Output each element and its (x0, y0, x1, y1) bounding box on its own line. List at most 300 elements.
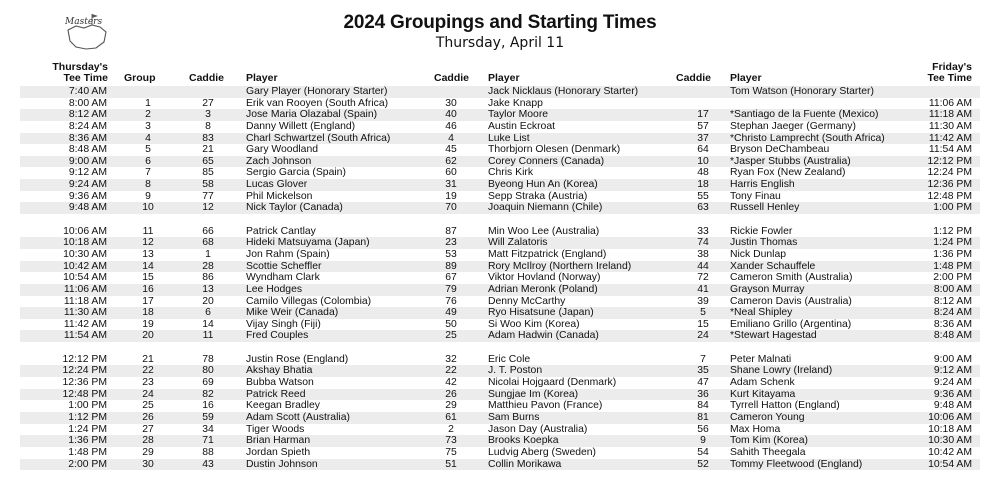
player-2: Luke List (488, 132, 530, 144)
spacer-row (20, 342, 980, 354)
player-1: Lucas Glover (246, 179, 308, 191)
caddie-2: 25 (445, 330, 457, 342)
table-row (20, 144, 980, 156)
player-2: Min Woo Lee (Australia) (488, 225, 600, 237)
header-group: Group (124, 72, 156, 84)
caddie-2: 60 (445, 167, 457, 179)
player-3: *Neal Shipley (730, 307, 793, 319)
caddie-3: 36 (697, 388, 709, 400)
player-2: Chris Kirk (488, 167, 534, 179)
header-friday-line2: Tee Time (927, 72, 972, 84)
caddie-3: 35 (697, 365, 709, 377)
thursday-tee-time: 8:48 AM (68, 144, 107, 156)
group-number: 16 (142, 283, 154, 295)
table-row (20, 191, 980, 203)
table-row (20, 121, 980, 133)
player-2: Matt Fitzpatrick (England) (488, 248, 607, 260)
player-2: Matthieu Pavon (France) (488, 400, 603, 412)
table-row (20, 365, 980, 377)
group-number: 3 (145, 120, 151, 132)
caddie-1: 88 (202, 446, 214, 458)
player-2: Ryo Hisatsune (Japan) (488, 307, 594, 319)
caddie-1: 11 (202, 330, 214, 342)
caddie-1: 65 (202, 155, 214, 167)
groupings-table (20, 86, 980, 470)
table-row (20, 447, 980, 459)
header-thursday-tee-time (52, 62, 108, 84)
table-row (20, 319, 980, 331)
table-row (20, 202, 980, 214)
player-1: Scottie Scheffler (246, 260, 322, 272)
caddie-3: 48 (697, 167, 709, 179)
player-2: Adam Hadwin (Canada) (488, 330, 599, 342)
header-player-2: Player (488, 72, 520, 84)
friday-tee-time: 2:00 PM (933, 272, 972, 284)
friday-tee-time: 9:36 AM (933, 388, 972, 400)
friday-tee-time: 11:54 AM (928, 144, 972, 156)
player-3: Tom Kim (Korea) (730, 435, 808, 447)
caddie-1: 27 (202, 97, 214, 109)
group-number: 8 (145, 179, 151, 191)
table-row (20, 412, 980, 424)
header-player-3: Player (730, 72, 762, 84)
caddie-2: 30 (445, 97, 457, 109)
caddie-3: 17 (697, 109, 709, 121)
player-2: Jake Knapp (488, 97, 543, 109)
group-number: 15 (142, 272, 154, 284)
table-row (20, 261, 980, 273)
caddie-2: 32 (445, 353, 457, 365)
caddie-1: 85 (202, 167, 214, 179)
caddie-3: 5 (700, 307, 706, 319)
table-row (20, 400, 980, 412)
group-number: 9 (145, 190, 151, 202)
caddie-2: 45 (445, 144, 457, 156)
player-2: Byeong Hun An (Korea) (488, 179, 598, 191)
player-2: Joaquin Niemann (Chile) (488, 202, 603, 214)
caddie-2: 51 (445, 458, 457, 470)
caddie-2: 42 (445, 377, 457, 389)
thursday-tee-time: 10:54 AM (63, 272, 107, 284)
player-1: Patrick Reed (246, 388, 306, 400)
player-3: Tommy Fleetwood (England) (730, 458, 863, 470)
caddie-2: 79 (445, 283, 457, 295)
player-1: Phil Mickelson (246, 190, 313, 202)
group-number: 25 (142, 400, 154, 412)
group-number: 2 (145, 109, 151, 121)
table-row (20, 226, 980, 238)
group-number: 5 (145, 144, 151, 156)
thursday-tee-time: 9:36 AM (68, 190, 107, 202)
player-1: Jordan Spieth (246, 446, 311, 458)
thursday-tee-time: 9:12 AM (68, 167, 107, 179)
caddie-3: 72 (697, 272, 709, 284)
caddie-2: 31 (445, 179, 457, 191)
header-thursday-line1: Thursday's (52, 61, 108, 73)
caddie-2: 87 (445, 225, 457, 237)
header-caddie-3: Caddie (676, 72, 712, 84)
caddie-2: 26 (445, 388, 457, 400)
table-row (20, 272, 980, 284)
player-2: Viktor Hovland (Norway) (488, 272, 601, 284)
group-number: 12 (142, 237, 154, 249)
player-3: Russell Henley (730, 202, 800, 214)
caddie-3: 57 (697, 120, 709, 132)
group-number: 29 (142, 446, 154, 458)
thursday-tee-time: 8:00 AM (68, 97, 107, 109)
player-1: Zach Johnson (246, 155, 312, 167)
group-number: 19 (142, 318, 154, 330)
player-3: Kurt Kitayama (730, 388, 796, 400)
caddie-2: 76 (445, 295, 457, 307)
friday-tee-time: 10:42 AM (928, 446, 972, 458)
player-3: Stephan Jaeger (Germany) (730, 120, 856, 132)
caddie-1: 16 (202, 400, 214, 412)
caddie-2: 62 (445, 155, 457, 167)
player-2: Rory McIlroy (Northern Ireland) (488, 260, 632, 272)
player-2: J. T. Poston (488, 365, 543, 377)
player-3: Ryan Fox (New Zealand) (730, 167, 846, 179)
thursday-tee-time: 11:30 AM (63, 307, 107, 319)
player-3: Xander Schauffele (730, 260, 816, 272)
player-3: Peter Malnati (730, 353, 792, 365)
group-number: 13 (142, 248, 154, 260)
player-1: Gary Woodland (246, 144, 319, 156)
player-3: *Stewart Hagestad (730, 330, 817, 342)
table-row (20, 307, 980, 319)
player-1: Erik van Rooyen (South Africa) (246, 97, 389, 109)
player-2: Eric Cole (488, 353, 531, 365)
group-number: 23 (142, 377, 154, 389)
caddie-3: 38 (697, 248, 709, 260)
player-3: *Jasper Stubbs (Australia) (730, 155, 851, 167)
caddie-3: 56 (697, 423, 709, 435)
player-3: Max Homa (730, 423, 781, 435)
player-1: Bubba Watson (246, 377, 314, 389)
caddie-1: 68 (202, 237, 214, 249)
thursday-tee-time: 12:24 PM (62, 365, 107, 377)
table-row (20, 389, 980, 401)
caddie-1: 78 (202, 353, 214, 365)
table-row (20, 459, 980, 471)
friday-tee-time: 8:00 AM (933, 283, 972, 295)
player-3: Harris English (730, 179, 795, 191)
header-player-1: Player (246, 72, 278, 84)
caddie-3: 10 (697, 155, 709, 167)
caddie-2: 61 (445, 411, 457, 423)
page-title: 2024 Groupings and Starting Times (343, 12, 657, 33)
player-1: Vijay Singh (Fiji) (246, 318, 321, 330)
player-1: Justin Rose (England) (246, 353, 349, 365)
player-2: Sepp Straka (Austria) (488, 190, 588, 202)
caddie-2: 29 (445, 400, 457, 412)
spacer-row (20, 214, 980, 226)
player-1: Camilo Villegas (Colombia) (246, 295, 372, 307)
table-row (20, 354, 980, 366)
thursday-tee-time: 11:18 AM (63, 295, 107, 307)
friday-tee-time: 1:12 PM (933, 225, 972, 237)
friday-tee-time: 8:24 AM (933, 307, 972, 319)
group-number: 24 (142, 388, 154, 400)
player-3: Grayson Murray (730, 283, 805, 295)
table-row (20, 179, 980, 191)
page-subtitle: Thursday, April 11 (435, 35, 565, 51)
player-1: Jon Rahm (Spain) (246, 248, 330, 260)
thursday-tee-time: 1:36 PM (68, 435, 107, 447)
player-3: Adam Schenk (730, 377, 795, 389)
caddie-2: 73 (445, 435, 457, 447)
caddie-1: 12 (202, 202, 214, 214)
player-2: Taylor Moore (488, 109, 549, 121)
caddie-1: 43 (202, 458, 214, 470)
friday-tee-time: 11:42 AM (928, 132, 972, 144)
player-3: Tom Watson (Honorary Starter) (730, 86, 874, 97)
group-number: 17 (142, 295, 154, 307)
table-row (20, 167, 980, 179)
caddie-3: 39 (697, 295, 709, 307)
thursday-tee-time: 10:42 AM (63, 260, 107, 272)
player-1: Charl Schwartzel (South Africa) (246, 132, 391, 144)
friday-tee-time: 11:30 AM (928, 120, 972, 132)
player-3: Rickie Fowler (730, 225, 793, 237)
caddie-2: 40 (445, 109, 457, 121)
caddie-3: 64 (697, 144, 709, 156)
caddie-3: 18 (697, 179, 709, 191)
header-caddie-1: Caddie (189, 72, 225, 84)
caddie-3: 9 (700, 435, 706, 447)
group-number: 10 (142, 202, 154, 214)
header-friday-tee-time (927, 62, 972, 84)
group-number: 11 (142, 225, 154, 237)
friday-tee-time: 8:48 AM (933, 330, 972, 342)
player-2: Brooks Koepka (488, 435, 559, 447)
logo-text: Masters (65, 17, 103, 27)
caddie-3: 55 (697, 190, 709, 202)
caddie-3: 63 (697, 202, 709, 214)
caddie-1: 83 (202, 132, 214, 144)
group-number: 6 (145, 155, 151, 167)
player-1: Keegan Bradley (246, 400, 320, 412)
player-1: Adam Scott (Australia) (246, 411, 350, 423)
caddie-1: 6 (205, 307, 211, 319)
caddie-2: 19 (445, 190, 457, 202)
player-2: Denny McCarthy (488, 295, 566, 307)
player-1: Tiger Woods (246, 423, 305, 435)
thursday-tee-time: 2:00 PM (68, 458, 107, 470)
caddie-3: 74 (697, 237, 709, 249)
thursday-tee-time: 8:36 AM (68, 132, 107, 144)
caddie-1: 14 (202, 318, 214, 330)
friday-tee-time: 1:48 PM (933, 260, 972, 272)
friday-tee-time: 11:06 AM (928, 97, 972, 109)
thursday-tee-time: 10:06 AM (63, 225, 107, 237)
player-3: Cameron Davis (Australia) (730, 295, 852, 307)
caddie-2: 4 (448, 132, 454, 144)
caddie-3: 15 (697, 318, 709, 330)
group-number: 26 (142, 411, 154, 423)
thursday-tee-time: 11:54 AM (63, 330, 107, 342)
friday-tee-time: 12:24 PM (927, 167, 972, 179)
friday-tee-time: 1:24 PM (933, 237, 972, 249)
caddie-2: 70 (445, 202, 457, 214)
player-3: *Santiago de la Fuente (Mexico) (730, 109, 879, 121)
caddie-1: 59 (202, 411, 214, 423)
player-3: Bryson DeChambeau (730, 144, 830, 156)
thursday-tee-time: 8:12 AM (68, 109, 107, 121)
player-1: Fred Couples (246, 330, 309, 342)
table-row (20, 86, 980, 98)
group-number: 4 (145, 132, 151, 144)
player-2: Corey Conners (Canada) (488, 155, 605, 167)
player-2: Sam Burns (488, 411, 540, 423)
thursday-tee-time: 10:30 AM (63, 248, 107, 260)
player-3: Tony Finau (730, 190, 781, 202)
table-row (20, 330, 980, 342)
player-2: Collin Morikawa (488, 458, 562, 470)
caddie-1: 13 (202, 283, 214, 295)
friday-tee-time: 12:36 PM (927, 179, 972, 191)
table-row (20, 296, 980, 308)
caddie-2: 46 (445, 120, 457, 132)
player-2: Adrian Meronk (Poland) (488, 283, 598, 295)
thursday-tee-time: 9:00 AM (68, 155, 107, 167)
table-row (20, 98, 980, 110)
thursday-tee-time: 11:42 AM (63, 318, 107, 330)
player-2: Jack Nicklaus (Honorary Starter) (488, 86, 639, 97)
thursday-tee-time: 12:12 PM (62, 353, 107, 365)
friday-tee-time: 9:12 AM (933, 365, 972, 377)
group-number: 22 (142, 365, 154, 377)
thursday-tee-time: 10:18 AM (63, 237, 107, 249)
caddie-1: 34 (202, 423, 214, 435)
group-number: 7 (145, 167, 151, 179)
thursday-tee-time: 12:36 PM (62, 377, 107, 389)
table-row (20, 435, 980, 447)
friday-tee-time: 8:36 AM (933, 318, 972, 330)
caddie-1: 80 (202, 365, 214, 377)
player-1: Hideki Matsuyama (Japan) (246, 237, 370, 249)
player-2: Thorbjorn Olesen (Denmark) (488, 144, 621, 156)
caddie-1: 71 (202, 435, 214, 447)
friday-tee-time: 8:12 AM (933, 295, 972, 307)
friday-tee-time: 9:00 AM (933, 353, 972, 365)
thursday-tee-time: 1:00 PM (68, 400, 107, 412)
caddie-3: 33 (697, 225, 709, 237)
header-thursday-line2: Tee Time (63, 72, 108, 84)
thursday-tee-time: 12:48 PM (62, 388, 107, 400)
caddie-2: 53 (445, 248, 457, 260)
caddie-3: 41 (697, 283, 709, 295)
caddie-1: 82 (202, 388, 214, 400)
caddie-3: 24 (697, 330, 709, 342)
caddie-2: 75 (445, 446, 457, 458)
caddie-1: 21 (202, 144, 214, 156)
caddie-3: 52 (697, 458, 709, 470)
caddie-1: 66 (202, 225, 214, 237)
player-1: Dustin Johnson (246, 458, 318, 470)
player-1: Danny Willett (England) (246, 120, 356, 132)
table-row (20, 237, 980, 249)
friday-tee-time: 12:48 PM (927, 190, 972, 202)
caddie-3: 44 (697, 260, 709, 272)
caddie-3: 81 (697, 411, 709, 423)
player-3: Tyrrell Hatton (England) (730, 400, 840, 412)
thursday-tee-time: 8:24 AM (68, 120, 107, 132)
caddie-1: 8 (205, 120, 211, 132)
thursday-tee-time: 11:06 AM (63, 283, 107, 295)
caddie-1: 20 (202, 295, 214, 307)
friday-tee-time: 10:54 AM (928, 458, 972, 470)
caddie-3: 37 (697, 132, 709, 144)
thursday-tee-time: 9:24 AM (68, 179, 107, 191)
table-row (20, 109, 980, 121)
table-row (20, 249, 980, 261)
caddie-2: 89 (445, 260, 457, 272)
player-2: Sungjae Im (Korea) (488, 388, 579, 400)
caddie-2: 2 (448, 423, 454, 435)
friday-tee-time: 10:18 AM (928, 423, 972, 435)
friday-tee-time: 9:24 AM (933, 377, 972, 389)
player-3: Justin Thomas (730, 237, 798, 249)
player-2: Jason Day (Australia) (488, 423, 588, 435)
caddie-2: 50 (445, 318, 457, 330)
caddie-1: 58 (202, 179, 214, 191)
player-3: *Christo Lamprecht (South Africa) (730, 132, 885, 144)
header-friday-line1: Friday's (932, 61, 972, 73)
player-1: Nick Taylor (Canada) (246, 202, 343, 214)
player-2: Austin Eckroat (488, 120, 555, 132)
player-1: Brian Harman (246, 435, 311, 447)
player-1: Sergio Garcia (Spain) (246, 167, 346, 179)
player-1: Akshay Bhatia (246, 365, 313, 377)
table-row (20, 377, 980, 389)
group-number: 28 (142, 435, 154, 447)
table-row (20, 156, 980, 168)
group-number: 18 (142, 307, 154, 319)
group-number: 30 (142, 458, 154, 470)
player-1: Patrick Cantlay (246, 225, 316, 237)
caddie-1: 3 (205, 109, 211, 121)
player-3: Shane Lowry (Ireland) (730, 365, 833, 377)
player-3: Emiliano Grillo (Argentina) (730, 318, 852, 330)
caddie-2: 22 (445, 365, 457, 377)
caddie-1: 1 (205, 248, 211, 260)
caddie-2: 49 (445, 307, 457, 319)
caddie-3: 54 (697, 446, 709, 458)
player-2: Si Woo Kim (Korea) (488, 318, 580, 330)
thursday-tee-time: 9:48 AM (68, 202, 107, 214)
player-1: Wyndham Clark (246, 272, 320, 284)
caddie-1: 69 (202, 377, 214, 389)
header-caddie-2: Caddie (434, 72, 470, 84)
caddie-2: 67 (445, 272, 457, 284)
player-2: Will Zalatoris (488, 237, 548, 249)
caddie-1: 77 (202, 190, 214, 202)
player-3: Nick Dunlap (730, 248, 787, 260)
player-2: Nicolai Hojgaard (Denmark) (488, 377, 617, 389)
player-1: Lee Hodges (246, 283, 303, 295)
thursday-tee-time: 1:12 PM (68, 411, 107, 423)
friday-tee-time: 1:00 PM (933, 202, 972, 214)
caddie-3: 47 (697, 377, 709, 389)
group-number: 27 (142, 423, 154, 435)
friday-tee-time: 1:36 PM (933, 248, 972, 260)
caddie-3: 84 (697, 400, 709, 412)
thursday-tee-time: 7:40 AM (68, 86, 107, 97)
thursday-tee-time: 1:24 PM (68, 423, 107, 435)
table-row (20, 284, 980, 296)
player-2: Ludvig Aberg (Sweden) (488, 446, 597, 458)
